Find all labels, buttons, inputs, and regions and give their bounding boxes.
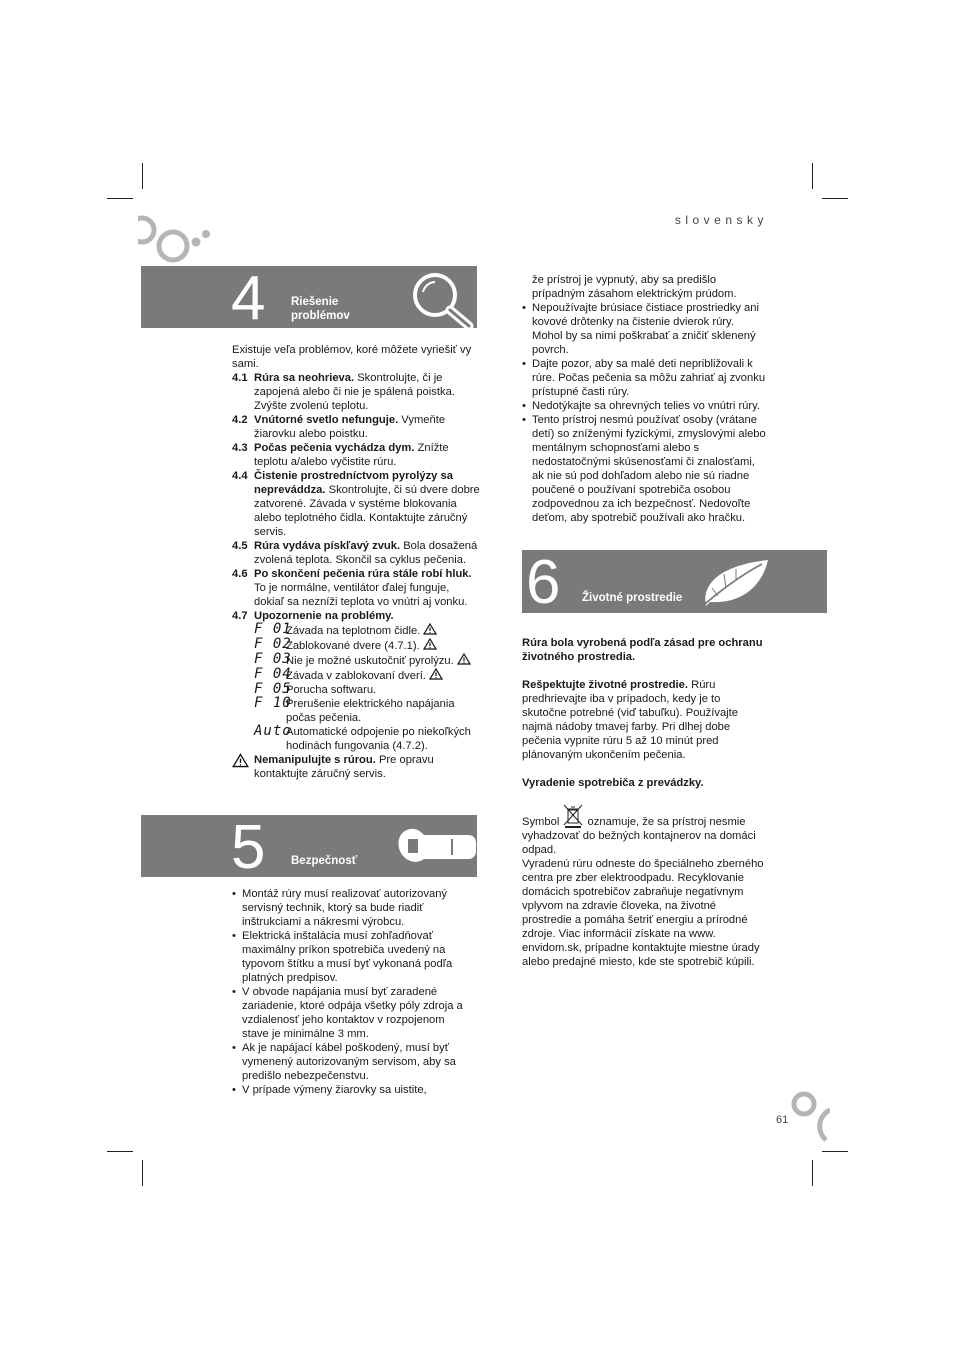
error-code-row: F 04 Závada v zablokovaní dverí. — [232, 668, 480, 683]
crop-mark — [107, 1151, 133, 1152]
troubleshooting-column — [232, 343, 480, 781]
section-title: Bezpečnosť — [291, 855, 358, 867]
list-item: • Dajte pozor, aby sa malé deti nepribližovali k rúre. Počas pečenia sa môžu zahriať aj zvonku prístupné časti rúry. — [522, 357, 766, 399]
warning-icon — [457, 653, 471, 665]
intro-text: Existuje veľa problémov, koré môžete vyriešiť vy sami. — [232, 344, 472, 370]
list-item: • Ak je napájací kábel poškodený, musí byť vymenený autorizovaným servisom, aby sa predišlo nebezpečenstvu. — [232, 1041, 472, 1083]
continuation-text: že prístroj je vypnutý, aby sa predišlo prípadným zásahom elektrickým prúdom. — [532, 274, 737, 300]
spacer — [522, 762, 768, 776]
crop-mark — [822, 198, 848, 199]
list-item: 4.1 Rúra sa neohrieva. Skontrolujte, či je zapojená alebo či nie je spálená poistka. Zvýšte zvolenú teplotu. — [232, 372, 455, 412]
environment-column — [522, 636, 768, 969]
error-code-row: Auto Automatické odpojenie po niekoľkých hodinách fungovania (4.7.2). — [254, 723, 471, 752]
warning-icon — [232, 753, 249, 768]
crop-mark — [822, 1151, 848, 1152]
decorative-circles-icon — [790, 1088, 830, 1144]
list-item: 4.5 Rúra vydáva pískľavý zvuk. Bola dosažená zvolená teplota. Skončil sa cyklus pečenia. — [232, 540, 478, 566]
error-code-row: F 03 Nie je možné uskutočniť pyrolýzu. — [232, 653, 480, 668]
warning-icon — [429, 668, 443, 680]
section-title: Životné prostredie — [582, 592, 683, 604]
paragraph: Vyradenie spotrebiča z prevádzky. — [522, 777, 704, 789]
crop-mark — [107, 198, 133, 199]
section-4-header — [141, 264, 477, 333]
list-item: 4.7 Upozornenie na problémy. — [232, 610, 394, 622]
crop-mark — [142, 1160, 143, 1186]
paragraph: Vyradenú rúru odneste do špeciálneho zberného centra pre zber elektroodpadu. Recyklovanie domácich spotrebičov zabraňuje negatívnym vplyvom na zdravie človeka, na životné prostredie a pomáha šetriť energiu a prírodné zdroje. Viac informácií získate na www. envidom.sk, prípadne kontaktujte miestne úrady alebo predajné miesto, kde ste spotrebič kúpili. — [522, 858, 764, 968]
error-code-row: F 05 Porucha softwaru. — [254, 681, 377, 697]
error-code-row: F 10 Prerušenie elektrického napájania počas pečenia. — [254, 695, 455, 724]
crop-mark — [812, 1160, 813, 1186]
leaf-icon — [696, 556, 770, 610]
list-item: 4.4 Čistenie prostredníctvom pyrolýzy sa nepreváddza. Skontrolujte, či sú dvere dobre zatvorené. Závada v systéme blokovania alebo teplotného čidla. Kontaktujte záručný servis. — [232, 470, 480, 538]
error-code-row: F 01 Závada na teplotnom čidle. — [232, 623, 480, 638]
list-item: • Nepoužívajte brúsiace čistiace prostriedky ani kovové drôtenky na čistenie dvierok rúry. Mohol by sa nimi poškrabať a zničiť sklenený povrch. — [522, 301, 766, 357]
section-title: Riešenie problémov — [291, 296, 350, 322]
crossed-bin-icon — [562, 804, 584, 828]
wrench-icon — [396, 825, 476, 869]
list-item: • Nedotýkajte sa ohrevných telies vo vnútri rúry. — [522, 399, 766, 413]
section-number: 6 — [526, 548, 561, 617]
paragraph: Rúra bola vyrobená podľa zásad pre ochranu životného prostredia. — [522, 637, 763, 663]
crop-mark — [142, 163, 143, 189]
error-code-row: F 02 Zablokované dvere (4.7.1). — [232, 638, 480, 653]
spacer — [522, 790, 768, 804]
safety-column-right — [522, 273, 766, 525]
crop-mark — [812, 163, 813, 189]
list-item: 4.6 Po skončení pečenia rúra stále robí hluk. To je normálne, ventilátor ďalej funguje, dokiaľ sa nezníži teplota vo vnútri aj vonku. — [232, 568, 472, 608]
spacer — [522, 664, 768, 678]
language-label: slovensky — [674, 213, 768, 227]
list-item: • V prípade výmeny žiarovky sa uistite, — [232, 1083, 472, 1097]
warning-icon — [423, 638, 437, 650]
page-number: 61 — [776, 1114, 789, 1126]
magnifier-icon — [411, 270, 477, 328]
warning-note: Nemanipulujte s rúrou. Pre opravu kontaktujte záručný servis. — [232, 753, 480, 781]
section-number: 5 — [231, 813, 266, 882]
section-6-header — [522, 548, 827, 617]
list-item: • Elektrická inštalácia musí zohľadňovať maximálny príkon spotrebiča uvedený na typovom štítku a musí byť vykonaná podľa platných predpisov. — [232, 929, 472, 985]
section-5-header — [141, 813, 477, 882]
list-item: • Tento prístroj nesmú používať osoby (vrátane detí) so zníženými fyzickými, zmyslovými alebo mentálnym schopnosťami alebo s nedostatočnými skúsenosťami či znalosťami, ak nie sú pod dohľadom alebo nie sú riadne poučené o používaní spotrebiča osobou zodpovednou za ich bezpečnosť. Nedovoľte deťom, aby spotrebič používali ako hračku. — [522, 413, 766, 525]
list-item: 4.3 Počas pečenia vychádza dym. Znížte teplotu a/alebo vyčistite rúru. — [232, 442, 449, 468]
paragraph: Symbol oznamuje, že sa prístroj nesmie vyhadzovať do bežných kontajnerov na domáci odpad. — [522, 804, 768, 857]
paragraph: Rešpektujte životné prostredie. Rúru predhrievajte iba v prípadoch, kedy je to skutočne potrebné (viď tabuľku). Používajte najmä nádoby tmavej farby. Pri dlhej dobe pečenia vypnite rúru 5 až 10 minút pred plánovaným ukončením pečenia. — [522, 679, 738, 761]
decorative-circles-icon — [138, 212, 216, 268]
safety-column-left — [232, 887, 472, 1097]
list-item: 4.2 Vnútorné svetlo nefunguje. Vymeňte žiarovku alebo poistku. — [232, 414, 446, 440]
list-item: • V obvode napájania musí byť zaradené zariadenie, ktoré odpája všetky póly zdroja a vzdialenosť jeho kontaktov v rozpojenom stave je minimálne 3 mm. — [232, 985, 472, 1041]
warning-icon — [423, 623, 437, 635]
section-number: 4 — [231, 264, 266, 333]
list-item: • Montáž rúry musí realizovať autorizovaný servisný technik, ktorý sa bude riadiť inštrukciami a nákresmi výrobcu. — [232, 887, 472, 929]
